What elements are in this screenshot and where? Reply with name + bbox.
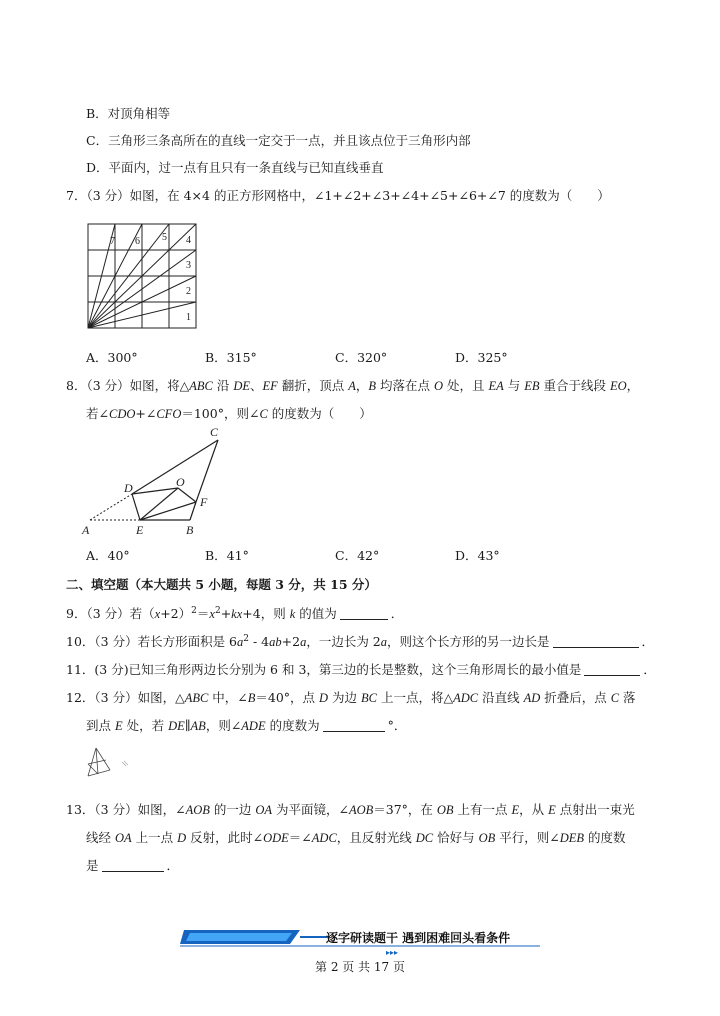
q13-stem-line2: 线经 OA 上一点 D 反射，此时∠ODE＝∠ADC，且反射光线 DC 恰好与 OB 平行，则∠DEB 的度数 <box>86 830 626 845</box>
q8-label-c: C <box>210 425 219 439</box>
q13-answer-blank[interactable] <box>102 858 164 872</box>
page-number: 第 2 页 共 17 页 <box>315 960 405 974</box>
q9-answer-blank[interactable] <box>340 606 388 620</box>
q12-answer-blank[interactable] <box>323 718 385 732</box>
q7-angle-label-1: 1 <box>186 312 191 323</box>
q8-label-f: F <box>200 495 208 509</box>
q7-angle-label-6: 6 <box>135 236 140 247</box>
q8-stem-line2: 若∠CDO+∠CFO＝100°，则∠C 的度数为（ ） <box>86 406 372 421</box>
section-2-heading: 二、填空题（本大题共 5 小题，每题 3 分，共 15 分） <box>66 577 377 592</box>
q7-angle-label-5: 5 <box>162 232 167 243</box>
q10-stem: 10．（3 分）若长方形面积是 $6a^2 - 4ab+2a$，一边长为 2a，则这个长方形的另一边长是 ． <box>66 633 655 649</box>
q7-angle-label-7: 7 <box>110 236 115 247</box>
footer-slogan: 逐字研读题干 遇到困难回头看条件 <box>326 931 511 945</box>
q7-angle-label-4: 4 <box>186 235 191 246</box>
q7-option-c: C．320° <box>335 350 388 365</box>
q8-label-e: E <box>136 523 144 537</box>
q6-option-b: B．对顶角相等 <box>86 106 171 121</box>
q7-grid-figure <box>84 220 204 334</box>
q8-option-a: A．40° <box>86 548 130 563</box>
q9-stem: 9．（3 分）若$(x+2)^2=x^2+kx+4$，则 k 的值为 ． <box>66 605 404 621</box>
q8-label-b: B <box>186 523 194 537</box>
q6-option-d: D．平面内，过一点有且只有一条直线与已知直线垂直 <box>86 160 384 175</box>
q12-stem-line1: 12．（3 分）如图，△ABC 中，∠B＝40°，点 D 为边 BC 上一点，将△ADC 沿直线 AD 折叠后，点 C 落 <box>66 690 636 705</box>
q12-stem-line2: 到点 E 处，若 DE∥AB，则∠ADE 的度数为 °． <box>86 718 407 733</box>
q7-option-b: B．315° <box>205 350 257 365</box>
q8-stem-line1: 8．（3 分）如图，将△ABC 沿 DE、EF 翻折，顶点 A，B 均落在点 O 处，且 EA 与 EB 重合于线段 EO， <box>66 378 640 393</box>
q8-fold-figure <box>80 424 240 542</box>
q7-option-a: A．300° <box>86 350 138 365</box>
q8-option-b: B．41° <box>205 548 249 563</box>
q11-answer-blank[interactable] <box>584 662 640 676</box>
q13-stem-line3: 是 ． <box>86 858 180 873</box>
q6-option-c: C．三角形三条高所在的直线一定交于一点，并且该点位于三角形内部 <box>86 133 471 148</box>
q10-answer-blank[interactable] <box>553 634 639 648</box>
q11-stem: 11．(3 分)已知三角形两边长分别为 6 和 3，第三边的长是整数，这个三角形周长的最小值是 ． <box>66 662 656 677</box>
footer-arrows: ▸▸▸ <box>386 948 399 957</box>
q8-label-o: O <box>176 475 185 489</box>
q7-option-d: D．325° <box>455 350 508 365</box>
q8-label-a: A <box>82 523 90 537</box>
q8-label-d: D <box>124 481 133 495</box>
q8-option-c: C．42° <box>335 548 380 563</box>
q8-option-d: D．43° <box>455 548 500 563</box>
footer-banner <box>180 926 540 957</box>
q12-fold-figure <box>84 744 134 784</box>
q7-angle-label-2: 2 <box>186 286 191 297</box>
q13-stem-line1: 13．（3 分）如图，∠AOB 的一边 OA 为平面镜，∠AOB＝37°，在 OB 上有一点 E，从 E 点射出一束光 <box>66 802 635 817</box>
q7-stem: 7．（3 分）如图，在 4×4 的正方形网格中，∠1+∠2+∠3+∠4+∠5+∠6+∠7 的度数为（ ） <box>66 188 610 203</box>
q7-angle-label-3: 3 <box>186 260 191 271</box>
